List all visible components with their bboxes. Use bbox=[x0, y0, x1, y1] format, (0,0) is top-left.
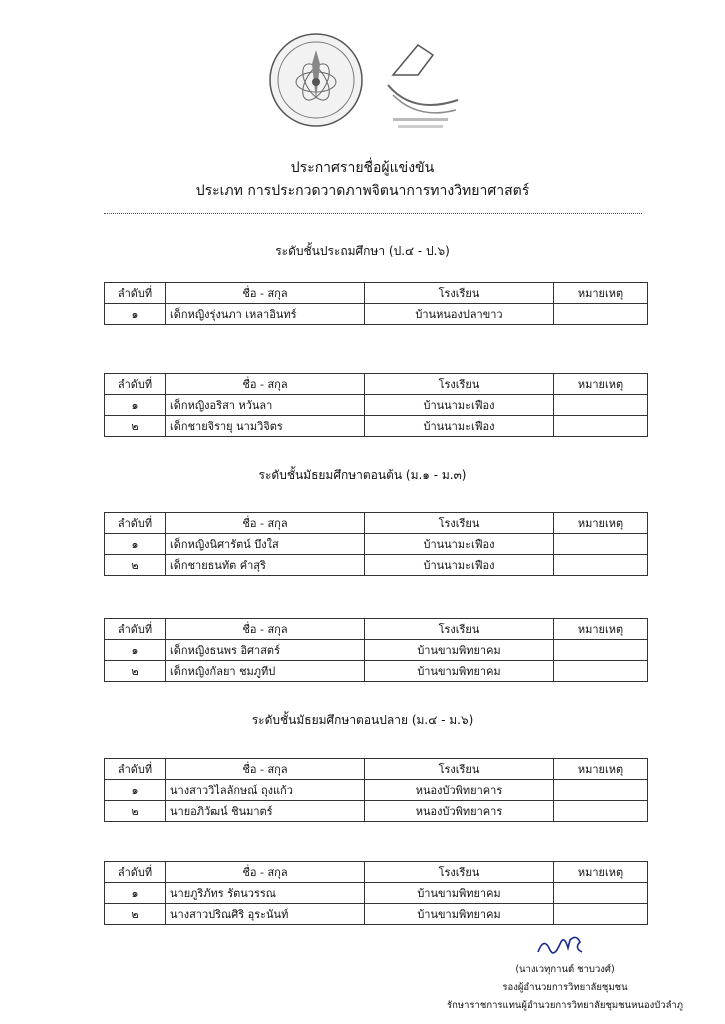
header-no: ลำดับที่ bbox=[105, 283, 166, 304]
row-school: หนองบัวพิทยาคาร bbox=[365, 801, 554, 822]
row-note bbox=[554, 801, 648, 822]
row-name: นายอภิวัฒน์ ชินมาตร์ bbox=[166, 801, 365, 822]
table-row bbox=[105, 534, 648, 555]
row-note bbox=[554, 555, 648, 576]
row-school: บ้านขามพิทยาคม bbox=[365, 640, 554, 661]
row-no: ๑ bbox=[105, 780, 166, 801]
table-primary-1 bbox=[104, 282, 648, 325]
table-row bbox=[105, 801, 648, 822]
table-lower-secondary-1 bbox=[104, 512, 648, 576]
table-row bbox=[105, 555, 648, 576]
header-note: หมายเหตุ bbox=[554, 283, 648, 304]
table-primary-2 bbox=[104, 373, 648, 437]
row-no: ๒ bbox=[105, 904, 166, 925]
page-title: ประกาศรายชื่อผู้แข่งขัน bbox=[290, 160, 435, 176]
row-no: ๑ bbox=[105, 304, 166, 325]
table-lower-secondary-2 bbox=[104, 618, 648, 682]
row-no: ๒ bbox=[105, 801, 166, 822]
row-school: หนองบัวพิทยาคาร bbox=[365, 780, 554, 801]
row-name: เด็กชายธนทัต คำสุริ bbox=[166, 555, 365, 576]
header-school: โรงเรียน bbox=[365, 374, 554, 395]
table-row bbox=[105, 304, 648, 325]
table-header-row bbox=[105, 619, 648, 640]
table-header-row bbox=[105, 759, 648, 780]
header-no: ลำดับที่ bbox=[105, 862, 166, 883]
table-header-row bbox=[105, 374, 648, 395]
row-name: เด็กหญิงนิศารัตน์ บึงใส bbox=[166, 534, 365, 555]
header-name: ชื่อ - สกุล bbox=[166, 759, 365, 780]
header-name: ชื่อ - สกุล bbox=[166, 862, 365, 883]
row-note bbox=[554, 883, 648, 904]
row-no: ๒ bbox=[105, 661, 166, 682]
dotted-divider bbox=[104, 213, 642, 214]
signer-acting-position: รักษาราชการแทนผู้อำนวยการวิทยาลัยชุมชนหนองบัวลำภู bbox=[446, 1000, 683, 1011]
header-no: ลำดับที่ bbox=[105, 513, 166, 534]
row-no: ๑ bbox=[105, 640, 166, 661]
header-school: โรงเรียน bbox=[365, 619, 554, 640]
row-no: ๒ bbox=[105, 416, 166, 437]
header-note: หมายเหตุ bbox=[554, 862, 648, 883]
seal-logo bbox=[270, 34, 362, 126]
table-row bbox=[105, 395, 648, 416]
table-row bbox=[105, 416, 648, 437]
row-school: บ้านนามะเฟือง bbox=[365, 534, 554, 555]
header-note: หมายเหตุ bbox=[554, 759, 648, 780]
table-row bbox=[105, 883, 648, 904]
row-name: เด็กชายจิรายุ นามวิจิตร bbox=[166, 416, 365, 437]
header-note: หมายเหตุ bbox=[554, 619, 648, 640]
table-upper-secondary-1 bbox=[104, 758, 648, 822]
header-school: โรงเรียน bbox=[365, 862, 554, 883]
row-note bbox=[554, 304, 648, 325]
row-name: นายภูริภัทร รัตนวรรณ bbox=[166, 883, 365, 904]
row-name: เด็กหญิงกัลยา ชมภูทีป bbox=[166, 661, 365, 682]
header-name: ชื่อ - สกุล bbox=[166, 619, 365, 640]
college-logo bbox=[388, 45, 458, 128]
signature bbox=[530, 930, 590, 960]
header-no: ลำดับที่ bbox=[105, 374, 166, 395]
header-school: โรงเรียน bbox=[365, 283, 554, 304]
table-row bbox=[105, 904, 648, 925]
table-row bbox=[105, 780, 648, 801]
table-row bbox=[105, 661, 648, 682]
row-school: บ้านขามพิทยาคม bbox=[365, 904, 554, 925]
level-heading-upper-secondary: ระดับชั้นมัธยมศึกษาตอนปลาย (ม.๔ - ม.๖) bbox=[251, 713, 474, 727]
table-header-row bbox=[105, 513, 648, 534]
row-school: บ้านขามพิทยาคม bbox=[365, 883, 554, 904]
row-note bbox=[554, 780, 648, 801]
header-no: ลำดับที่ bbox=[105, 759, 166, 780]
row-note bbox=[554, 640, 648, 661]
row-no: ๒ bbox=[105, 555, 166, 576]
row-school: บ้านหนองปลาขาว bbox=[365, 304, 554, 325]
level-heading-lower-secondary: ระดับชั้นมัธยมศึกษาตอนต้น (ม.๑ - ม.๓) bbox=[258, 468, 467, 482]
header-name: ชื่อ - สกุล bbox=[166, 283, 365, 304]
row-note bbox=[554, 395, 648, 416]
signer-position: รองผู้อำนวยการวิทยาลัยชุมชน bbox=[502, 982, 628, 993]
row-name: เด็กหญิงธนพร อิศาสตร์ bbox=[166, 640, 365, 661]
header-note: หมายเหตุ bbox=[554, 374, 648, 395]
row-school: บ้านขามพิทยาคม bbox=[365, 661, 554, 682]
row-no: ๑ bbox=[105, 395, 166, 416]
header-school: โรงเรียน bbox=[365, 513, 554, 534]
row-name: เด็กหญิงอริสา หวันลา bbox=[166, 395, 365, 416]
table-header-row bbox=[105, 283, 648, 304]
row-name: นางสาวปริณศิริ อุระนันท์ bbox=[166, 904, 365, 925]
header-name: ชื่อ - สกุล bbox=[166, 374, 365, 395]
header-note: หมายเหตุ bbox=[554, 513, 648, 534]
row-note bbox=[554, 904, 648, 925]
row-note bbox=[554, 534, 648, 555]
row-no: ๑ bbox=[105, 534, 166, 555]
row-no: ๑ bbox=[105, 883, 166, 904]
row-school: บ้านนามะเฟือง bbox=[365, 395, 554, 416]
header-no: ลำดับที่ bbox=[105, 619, 166, 640]
header-name: ชื่อ - สกุล bbox=[166, 513, 365, 534]
row-note bbox=[554, 661, 648, 682]
table-header-row bbox=[105, 862, 648, 883]
signer-name: (นางเวทุกานต์ ชาบวงศ์) bbox=[515, 964, 615, 975]
row-name: นางสาววิไลลักษณ์ ถุงแก้ว bbox=[166, 780, 365, 801]
row-school: บ้านนามะเฟือง bbox=[365, 555, 554, 576]
table-upper-secondary-2 bbox=[104, 861, 648, 925]
header-logos bbox=[268, 30, 468, 135]
row-school: บ้านนามะเฟือง bbox=[365, 416, 554, 437]
header-school: โรงเรียน bbox=[365, 759, 554, 780]
page-subtitle: ประเภท การประกวดวาดภาพจิตนาการทางวิทยาศาสตร์ bbox=[195, 183, 530, 199]
row-name: เด็กหญิงรุ่งนภา เหลาอินทร์ bbox=[166, 304, 365, 325]
table-row bbox=[105, 640, 648, 661]
level-heading-primary: ระดับชั้นประถมศึกษา (ป.๔ - ป.๖) bbox=[275, 244, 450, 258]
row-note bbox=[554, 416, 648, 437]
